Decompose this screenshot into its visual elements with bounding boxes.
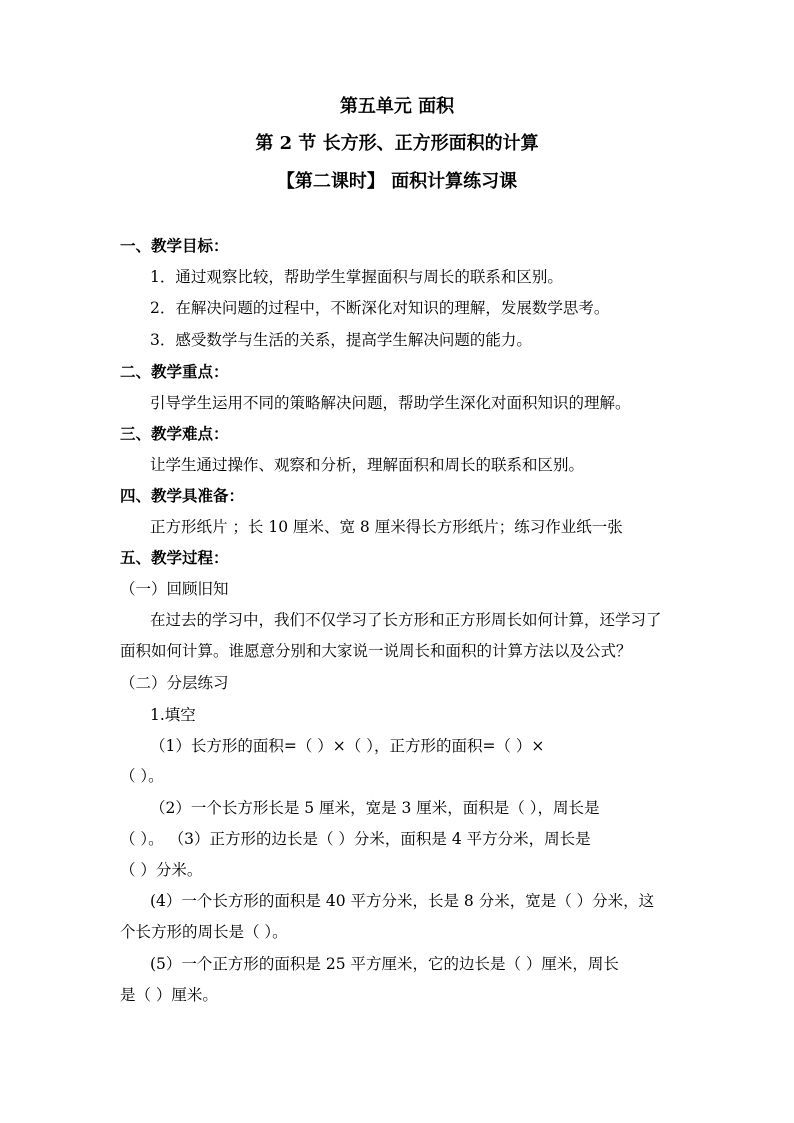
question-2-3-line: （ ）。 （3）正方形的边长是（ ）分米，面积是 4 平方分米，周长是 xyxy=(120,830,591,848)
subsection-review: （一）回顾旧知 xyxy=(120,580,229,598)
key-points-heading: 二、教学重点： xyxy=(120,362,229,381)
process-heading: 五、教学过程： xyxy=(120,548,229,567)
exercise-title: 1.填空 xyxy=(150,706,196,724)
materials-text: 正方形纸片 ；长 10 厘米、宽 8 厘米得长方形纸片；练习作业纸一张 xyxy=(150,518,623,536)
key-points-text: 引导学生运用不同的策略解决问题，帮助学生深化对面积知识的理解。 xyxy=(150,394,631,412)
question-3-line: （ ）分米。 xyxy=(120,861,203,879)
question-5-line: (5）一个正方形的面积是 25 平方厘米，它的边长是（ ）厘米，周长 xyxy=(150,955,619,973)
question-5-line: 是（ ）厘米。 xyxy=(120,986,218,1004)
paragraph-line: 在过去的学习中，我们不仅学习了长方形和正方形周长如何计算，还学习了 xyxy=(150,611,662,629)
section-title: 第 2 节 长方形、正方形面积的计算 xyxy=(255,133,539,154)
lesson-title: 【第二课时】 面积计算练习课 xyxy=(276,171,518,192)
question-2-line: （2）一个长方形长是 5 厘米，宽是 3 厘米，面积是（ ），周长是 xyxy=(150,799,600,817)
difficulties-heading: 三、教学难点： xyxy=(120,424,229,443)
question-4-line: 个长方形的周长是（ ）。 xyxy=(120,923,288,941)
question-1-line: （ ）。 xyxy=(120,767,164,785)
materials-heading: 四、教学具准备： xyxy=(120,486,245,505)
question-4-line: (4）一个长方形的面积是 40 平方分米，长是 8 分米，宽是（ ）分米，这 xyxy=(150,892,655,910)
objectives-heading: 一、教学目标： xyxy=(120,236,229,255)
objective-item: 2．在解决问题的过程中，不断深化对知识的理解，发展数学思考。 xyxy=(150,299,610,317)
subsection-practice: （二）分层练习 xyxy=(120,674,229,692)
difficulties-text: 让学生通过操作、观察和分析，理解面积和周长的联系和区别。 xyxy=(150,456,585,474)
objective-item: 1．通过观察比较，帮助学生掌握面积与周长的联系和区别。 xyxy=(150,268,563,286)
unit-title: 第五单元 面积 xyxy=(339,96,455,117)
question-1-line: （1）长方形的面积=（ ）×（ ），正方形的面积=（ ）× xyxy=(150,737,545,755)
paragraph-line: 面积如何计算。谁愿意分别和大家说一说周长和面积的计算方法以及公式？ xyxy=(120,642,632,660)
objective-item: 3．感受数学与生活的关系，提高学生解决问题的能力。 xyxy=(150,331,532,349)
